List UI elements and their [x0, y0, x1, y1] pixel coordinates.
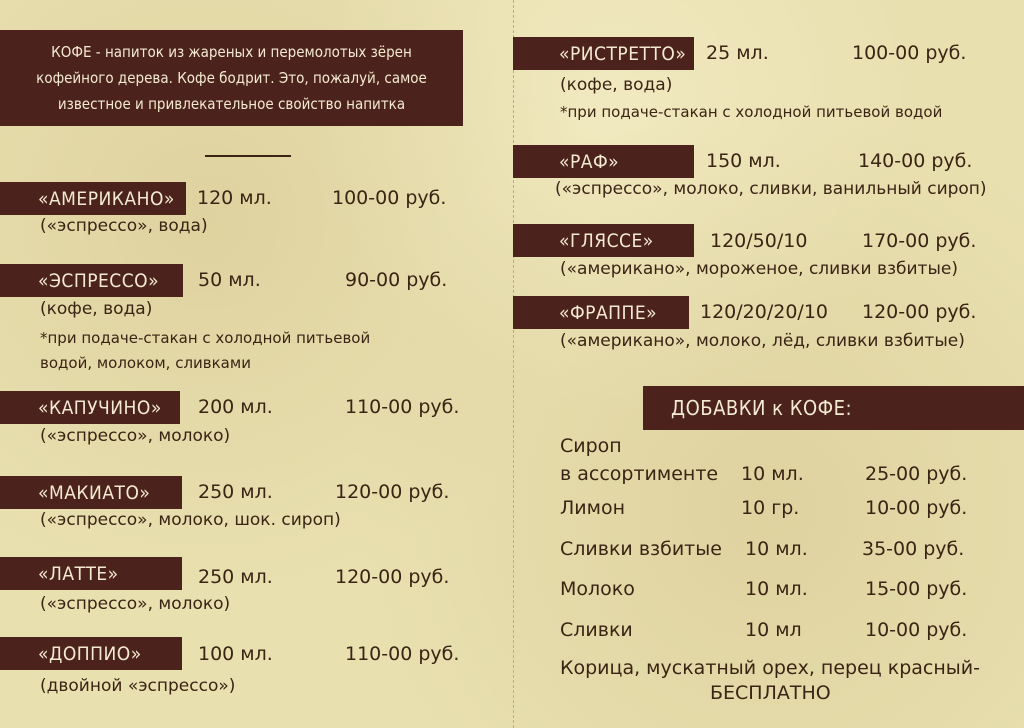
additive-price: 10-00 руб.: [865, 619, 968, 641]
additive-syrup-label: Сироп: [560, 435, 622, 457]
item-price: 120-00 руб.: [862, 301, 977, 323]
item-price: 110-00 руб.: [345, 643, 460, 665]
intro-line: КОФЕ - напиток из жареных и перемолотых зёрен: [51, 43, 412, 61]
additive-name: Сливки взбитые: [560, 538, 722, 560]
additive-price: 10-00 руб.: [865, 497, 968, 519]
additive-price: 25-00 руб.: [865, 463, 968, 485]
intro-line: кофейного дерева. Кофе бодрит. Это, пожалуй, самое: [36, 69, 427, 87]
item-note: *при подаче-стакан с холодной питьевой водой: [560, 103, 943, 121]
additives-title: ДОБАВКИ к КОФЕ:: [643, 386, 1024, 430]
item-description: («эспрессо», вода): [40, 216, 208, 236]
item-description: («эспрессо», молоко): [40, 594, 231, 614]
additive-price: 35-00 руб.: [862, 538, 965, 560]
item-description: («эспрессо», молоко, сливки, ванильный сироп): [555, 179, 987, 199]
item-price: 120-00 руб.: [335, 481, 450, 503]
item-volume: 200 мл.: [198, 396, 273, 418]
additive-price: 15-00 руб.: [865, 578, 968, 600]
additive-qty: 10 гр.: [741, 497, 800, 519]
item-volume: 120/20/20/10: [700, 301, 828, 323]
additive-qty: 10 мл: [745, 619, 802, 641]
item-label-americano: «АМЕРИКАНО»: [0, 182, 186, 215]
item-volume: 150 мл.: [706, 150, 781, 172]
item-price: 100-00 руб.: [332, 187, 447, 209]
item-label-espresso: «ЭСПРЕССО»: [0, 264, 183, 297]
item-price: 90-00 руб.: [345, 269, 448, 291]
additive-name: Молоко: [560, 578, 635, 600]
page-fold-line: [513, 0, 514, 728]
item-label-glyasse: «ГЛЯССЕ»: [513, 224, 694, 257]
item-description: («американо», мороженое, сливки взбитые): [560, 259, 958, 279]
intro-line: известное и привлекательное свойство напитка: [57, 95, 406, 113]
item-description: (кофе, вода): [40, 299, 153, 319]
item-note: [40, 326, 370, 376]
additive-name: Сливки: [560, 619, 633, 641]
item-note-line: водой, молоком, сливками: [40, 354, 251, 372]
item-volume: 100 мл.: [198, 643, 273, 665]
item-volume: 250 мл.: [198, 481, 273, 503]
item-note-line: *при подаче-стакан с холодной питьевой: [40, 329, 371, 347]
item-description: (кофе, вода): [560, 75, 673, 95]
item-label-raf: «РАФ»: [513, 145, 694, 178]
additive-name: в ассортименте: [560, 463, 719, 485]
item-volume: 120 мл.: [197, 187, 272, 209]
additive-free-line: Корица, мускатный орех, перец красный-: [560, 657, 980, 679]
item-label-latte: «ЛАТТЕ»: [0, 557, 182, 590]
item-price: 100-00 руб.: [852, 42, 967, 64]
item-volume: 25 мл.: [706, 42, 769, 64]
item-label-frappe: «ФРАППЕ»: [513, 296, 689, 329]
item-price: 170-00 руб.: [862, 230, 977, 252]
item-label-capuccino: «КАПУЧИНО»: [0, 391, 180, 424]
additive-qty: 10 мл.: [745, 538, 808, 560]
item-volume: 250 мл.: [198, 566, 273, 588]
item-label-makiato: «МАКИАТО»: [0, 476, 182, 509]
item-description: (двойной «эспрессо»): [40, 676, 236, 696]
item-description: («эспрессо», молоко): [40, 426, 231, 446]
divider-line: [205, 155, 291, 157]
item-label-ristretto: «РИСТРЕТТО»: [513, 37, 694, 70]
item-description: («эспрессо», молоко, шок. сироп): [40, 510, 341, 530]
additive-free-word: БЕСПЛАТНО: [710, 682, 831, 704]
item-description: («американо», молоко, лёд, сливки взбитые): [560, 331, 965, 351]
intro-banner: [0, 30, 463, 126]
additive-name: Лимон: [560, 497, 626, 519]
item-price: 110-00 руб.: [345, 396, 460, 418]
additive-qty: 10 мл.: [745, 578, 808, 600]
item-volume: 120/50/10: [710, 230, 808, 252]
item-label-doppio: «ДОППИО»: [0, 637, 182, 670]
item-volume: 50 мл.: [198, 269, 261, 291]
item-price: 120-00 руб.: [335, 566, 450, 588]
additive-qty: 10 мл.: [741, 463, 804, 485]
item-price: 140-00 руб.: [858, 150, 973, 172]
